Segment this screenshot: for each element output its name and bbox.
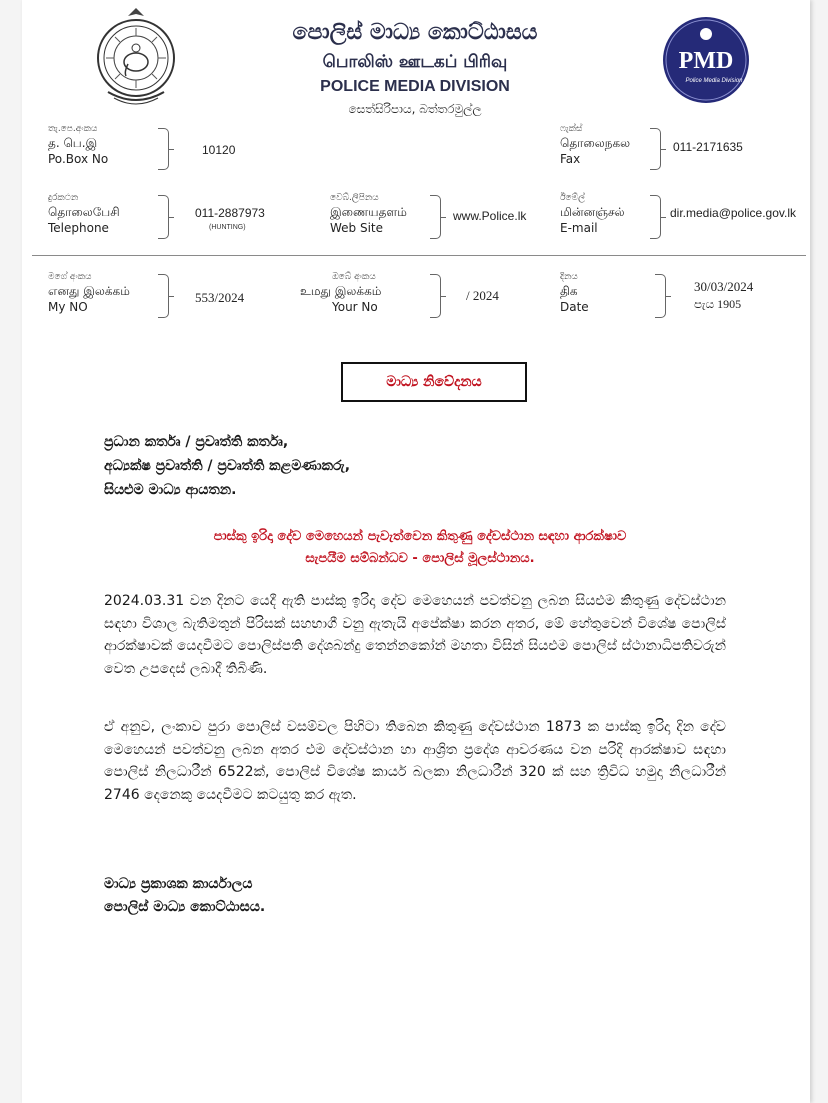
fax-bracket [650, 128, 661, 170]
email-bracket [650, 195, 661, 239]
addressee-line: අධ්‍යක්ෂ ප්‍රවෘත්ති / ප්‍රවෘත්ති කළමණාකරු, [104, 458, 351, 474]
my-no-label: මගේ අංකය எனது இலக்கம் My NO [48, 272, 130, 314]
your-no-label: ඔබේ අංකය உமது இலக்கம் Your No [300, 272, 382, 314]
subject-heading [110, 526, 730, 570]
media-release-title: මාධ්‍ය නිවේදනය [341, 362, 527, 402]
header-title-sinhala: පොලිස් මාධ්‍ය කොට්ඨාසය [292, 20, 538, 45]
telephone-hunting-note: (HUNTING) [209, 224, 246, 231]
pmd-logo-subtext: Police Media Division [685, 78, 743, 84]
fax-value: 011-2171635 [673, 140, 743, 154]
pmd-logo-text: PMD [678, 48, 734, 74]
body-paragraph-1: 2024.03.31 වන දිනට යෙදී ඇති පාස්කු ඉරිදා දේව මෙහෙයන් පවත්වනු ලබන සියළුම කිතුණු දේවස්ථාන සඳහා විශාල බැතිමතුන් පිරිසක් සහභාගී වනු ඇතැයි අපේක්ෂා කරන අතර, මේ හේතුවෙන් විශේෂ පොලිස් ආරක්ෂාවක් යෙදවීමට පොලිස්පති දේශබන්දු තෙන්නකෝන් මහතා විසින් සියළුම පොලිස් ස්ථානාධිපතිවරුන් වෙත උපදෙස් ලබාදී තිබිණි. [104, 593, 726, 677]
telephone-label: දුරකථන தொலைபேசி Telephone [48, 193, 120, 235]
addressee-block [104, 430, 350, 502]
website-bracket [430, 195, 441, 239]
date-value: 30/03/2024 [694, 279, 754, 294]
police-crest-logo [92, 6, 180, 112]
pobox-bracket [158, 128, 169, 170]
my-no-bracket [158, 274, 169, 318]
telephone-value: 011-2887973 [195, 206, 265, 220]
addressee-line: සියළුම මාධ්‍ය ආයතන. [104, 482, 237, 498]
pobox-value: 10120 [202, 143, 236, 157]
email-label: ඊමේල් மின்னஞ்சல் E-mail [560, 193, 625, 235]
subject-line: පාස්කු ඉරිදා දේව මෙහෙයන් පැවැත්වෙන කිතුණු දේවස්ථාන සඳහා ආරක්ෂාව [213, 529, 627, 544]
date-label: දිනය திக Date [560, 272, 589, 314]
subject-line: සැපයීම සම්බන්ධව - පොලිස් මූලස්ථානය. [305, 551, 535, 566]
my-no-value: 553/2024 [195, 290, 245, 305]
your-no-bracket [430, 274, 441, 318]
signature-block [104, 873, 265, 919]
pmd-logo [662, 16, 750, 104]
signature-line: පොලිස් මාධ්‍ය කොට්ඨාසය. [104, 899, 266, 915]
website-label: වෙබ්.ලිපිනය இணையதளம் Web Site [330, 193, 407, 235]
pobox-label: තැ.පෙ.අංකය த. பெ.இ Po.Box No [48, 124, 109, 166]
website-value[interactable]: www.Police.lk [453, 209, 527, 223]
header-title-english: POLICE MEDIA DIVISION [320, 78, 510, 95]
date-bracket [655, 274, 666, 318]
your-no-value: / 2024 [466, 288, 499, 303]
addressee-line: ප්‍රධාන කර්තෘ / ප්‍රවෘත්ති කර්තෘ, [104, 434, 289, 450]
fax-label: ෆැක්ස් தொலைநகல Fax [560, 124, 631, 166]
header-divider [32, 255, 806, 256]
email-value[interactable]: dir.media@police.gov.lk [670, 206, 797, 220]
header-title-tamil: பொலிஸ் ஊடகப் பிரிவு [322, 52, 508, 72]
body-paragraph-2: ඒ අනුව, ලංකාව පුරා පොලිස් වසම්වල පිහිටා තිබෙන කිතුණු දේවස්ථාන 1873 ක පාස්කු ඉරිදා දින දේව මෙහෙයන් පවත්වනු ලබන අතර එම දේවස්ථාන හා ආශ්‍රිත ප්‍රදේශ ආවරණය වන පරිදි ආරක්ෂාව සඳහා පොලිස් නිලධාරීන් 6522ක්, පොලිස් විශේෂ කාර්ය බලකා නිලධාරීන් 320 ක් සහ ත්‍රිවිධ හමුදා නිලධාරීන් 2746 දෙනෙකු යෙදවීමට කටයුතු කර ඇත. [104, 719, 726, 803]
time-value: පැය 1905 [694, 297, 742, 311]
telephone-bracket [158, 195, 169, 239]
signature-line: මාධ්‍ය ප්‍රකාශක කාර්යාලය [104, 876, 253, 892]
header-address: සෙත්සිරිපාය, බත්තරමුල්ල [348, 102, 482, 116]
